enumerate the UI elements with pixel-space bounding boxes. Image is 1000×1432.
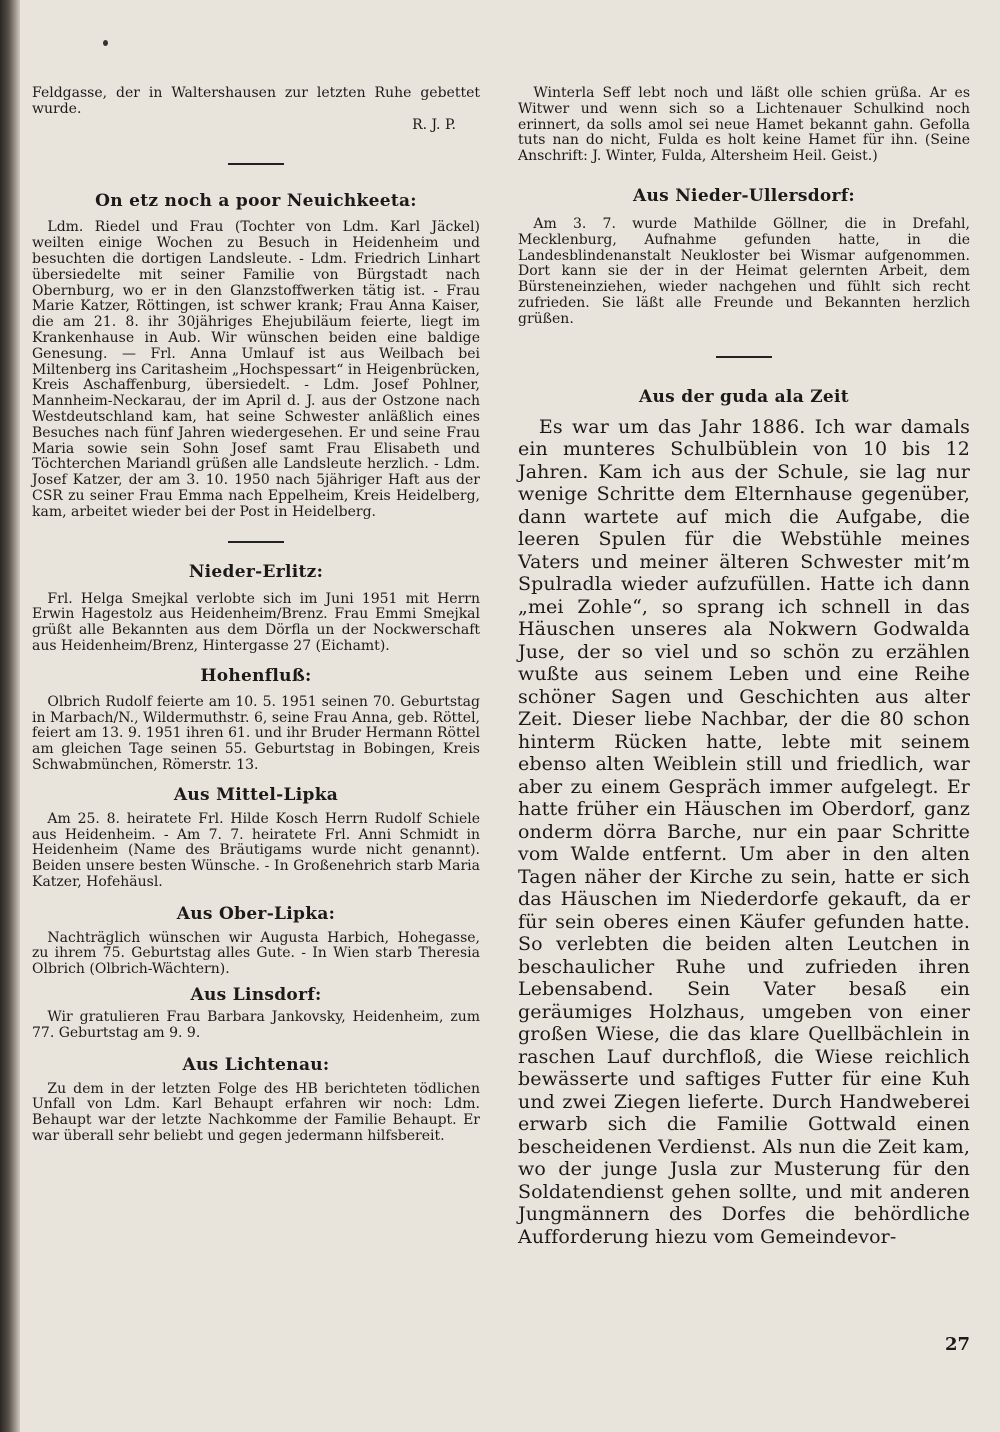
text-ober-lipka: Nachträglich wünschen wir Augusta Harbich, Hohegasse, zu ihrem 75. Geburtstag alles Gute. - In Wien starb Theresia Olbrich (Olbrich-Wächtern). [32,929,480,978]
text-winterla: Winterla Seff lebt noch und läßt olle schien grüßa. Ar es Witwer und wenn sich so a Lichtenauer Schulkind noch erinnert, da solls amol sei neue Hamet bekannt gahn. Gefolla tuts nan do nicht, Fulda es holt keine Hamet für ihn. (Seine Anschrift: J. Winter, Fulda, Altersheim Heil. Geist.) [518,85,970,165]
heading-mittel-lipka: Aus Mittel-Lipka [173,784,339,805]
text-lichtenau: Zu dem in der letzten Folge des HB berichteten tödlichen Unfall von Ldm. Karl Behaupt erfahren wir noch: Ldm. Behaupt war der letzte Nachkomme der Familie Behaupt. Er war überall sehr beliebt und gegen jedermann hilfsbereit. [32,1080,480,1145]
heading-nieder-erlitz: Nieder-Erlitz: [188,561,324,582]
heading-ober-lipka: Aus Ober-Lipka: [176,903,336,924]
text-neuichkeeta: Ldm. Riedel und Frau (Tochter von Ldm. Karl Jäckel) weilten einige Wochen zu Besuch in Heidenheim und besuchten die dortigen Landsleute. - Ldm. Friedrich Linhart übersiedelte mit seiner Familie von Bürgstadt nach Obernburg, wo er in den Glanzstoffwerken tätig ist. - Frau Marie Katzer, Röttingen, ist schwer krank; Frau Anna Kaiser, die am 21. 8. ihr 30jähriges Ehejubiläum feierte, liegt im Krankenhause in Aub. Wir wünschen beiden eine baldige Genesung. — Frl. Anna Umlauf ist aus Weilbach bei Miltenberg ins Caritasheim „Hochspessart“ in Heigenbrücken, Kreis Aschaffenburg, übersiedelt. - Ldm. Josef Pohlner, Mannheim-Neckarau, der im April d. J. aus der Ostzone nach Westdeutschland kam, hat seine Schwester anläßlich eines Besuches nach fünf Jahren wiedergesehen. Er und seine Frau Maria sowie sein Sohn Josef samt Frau Elisabeth und Töchterchen Mariandl grüßen alle Landsleute herzlich. - Ldm. Josef Katzer, der am 3. 10. 1950 nach 5jähriger Haft aus der CSR zu seiner Frau Emma nach Eppelheim, Kreis Heidelberg, kam, arbeitet wieder bei der Post in Heidelberg. [32,219,480,520]
right-column [518,86,970,1248]
text-guda-ala-zeit: Es war um das Jahr 1886. Ich war damals ein munteres Schulbüblein von 10 bis 12 Jahren. Kam ich aus der Schule, sie lag nur wenige Schritte dem Elternhause gegenüber, dann wartete auf mich die Aufgabe, die leeren Spulen für die Webstühle meines Vaters und meiner älteren Schwester mit’m Spulradla wieder aufzufüllen. Hatte ich dann „mei Zohle“, so sprang ich schnell in das Häuschen unseres ala Nokwern Godwalda Juse, der so viel und so schön zu erzählen wußte aus seinem Leben und eine Reihe schöner Sagen und Geschichten aus alter Zeit. Dieser liebe Nachbar, der die 80 schon hinterm Rücken hatte, lebte mit seinem ebenso alten Weiblein still und friedlich, war aber zu einem Gespräch immer aufgelegt. Er hatte früher ein Häuschen im Oberdorf, ganz onderm dörra Barche, nur ein paar Schritte vom Walde entfernt. Um aber in den alten Tagen näher der Kirche zu sein, hatte er sich das Häuschen im Niederdorfe gekauft, da er für sein oberes einen Käufer gefunden hatte. So verlebten die beiden alten Leutchen in beschaulicher Ruhe und zufrieden ihren Lebensabend. Sein Vater besaß ein geräumiges Holzhaus, umgeben von einer großen Wiese, die das klare Quellbächlein in raschen Lauf durchfloß, die Wiese reichlich bewässerte und saftiges Futter für eine Kuh und zwei Ziegen lieferte. Durch Handweberei erwarb sich die Familie Gottwald einen bescheidenen Verdienst. Als nun die Zeit kam, wo der junge Jusla zur Musterung für den Soldatendienst gehen sollte, und mit anderen Jungmännern des Dorfes die behördliche Aufforderung hiezu vom Gemeindevor- [518,415,970,1248]
text-mittel-lipka: Am 25. 8. heiratete Frl. Hilde Kosch Herrn Rudolf Schiele aus Heidenheim. - Am 7. 7. heiratete Frl. Anni Schmidt in Heidenheim (Name des Bräutigams wurde nicht genannt). Beiden unsere besten Wünsche. - In Großenehrich starb Maria Katzer, Hofehäusl. [32,810,480,890]
page-number: 27 [944,1334,970,1355]
intro-signature: R. J. P. [412,116,456,133]
section-divider [228,541,284,543]
section-divider [716,356,772,358]
ink-speck [103,40,108,46]
text-linsdorf: Wir gratulieren Frau Barbara Jankovsky, Heidenheim, zum 77. Geburtstag am 9. 9. [32,1009,480,1041]
intro-signature-line [32,118,480,134]
heading-neuichkeeta: On etz noch a poor Neuichkeeta: [95,191,417,212]
heading-guda-ala-zeit: Aus der guda ala Zeit [639,386,849,407]
heading-linsdorf: Aus Linsdorf: [190,985,322,1006]
heading-hohenfluss: Hohenfluß: [200,665,312,686]
heading-nieder-ullersdorf: Aus Nieder-Ullersdorf: [632,185,856,206]
text-hohenfluss: Olbrich Rudolf feierte am 10. 5. 1951 seinen 70. Geburtstag in Marbach/N., Wildermuthstr. 6, seine Frau Anna, geb. Röttel, feiert am 13. 9. 1951 ihren 61. und ihr Bruder Hermann Röttel am gleichen Tage seinen 55. Geburtstag in Bobingen, Kreis Schwabmünchen, Römerstr. 13. [32,693,480,773]
heading-lichtenau: Aus Lichtenau: [182,1054,330,1075]
left-column [32,86,480,1145]
text-nieder-ullersdorf: Am 3. 7. wurde Mathilde Göllner, die in Drefahl, Mecklenburg, Aufnahme gefunden hatte, in die Landesblindenanstalt Neukloster bei Wismar aufgenommen. Dort kann sie der in der Heimat gelernten Arbeit, dem Bürsteneinziehen, wieder nachgehen und fühlt sich recht zufrieden. Sie läßt alle Freunde und Bekannten herzlich grüßen. [518,215,970,327]
book-binding-edge [0,0,20,1432]
intro-text: Feldgasse, der in Waltershausen zur letzten Ruhe gebettet wurde. [32,85,480,117]
text-nieder-erlitz: Frl. Helga Smejkal verlobte sich im Juni 1951 mit Herrn Erwin Hagestolz aus Heidenheim/Brenz. Frau Emmi Smejkal grüßt alle Bekannten aus dem Dörfla un der Nockwerschaft aus Heidenheim/Brenz, Hintergasse 27 (Eichamt). [32,590,480,654]
section-divider [228,163,284,165]
